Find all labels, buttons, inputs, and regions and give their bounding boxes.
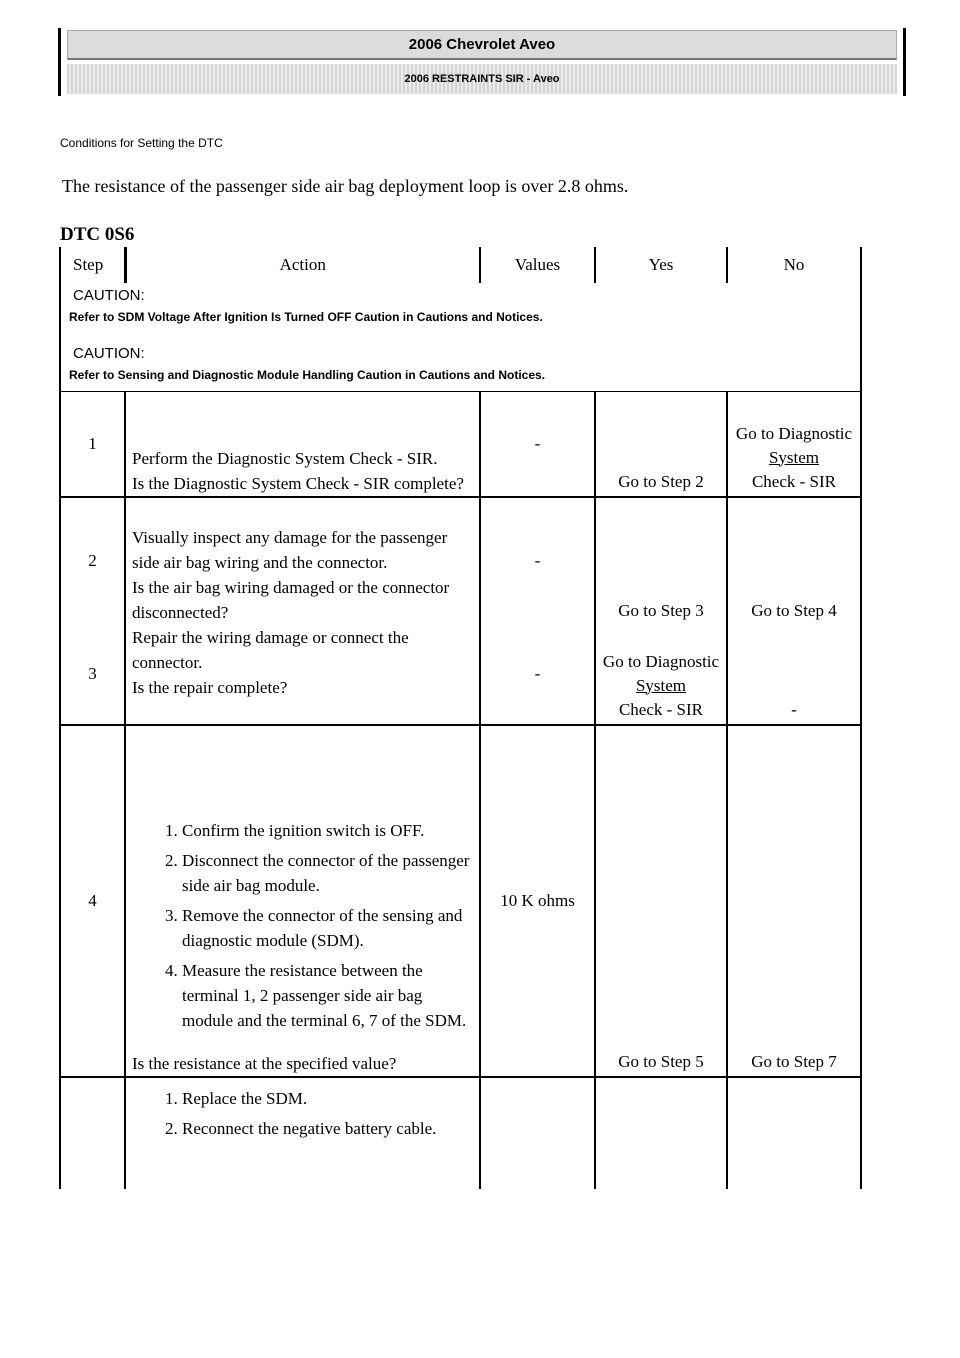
substep: 4. Measure the resistance between the terminal 1, 2 passenger side air bag module and the terminal 6, 7 of the SDM. (182, 958, 475, 1033)
step-no-value: - (727, 625, 861, 725)
header-subtitle: 2006 RESTRAINTS SIR - Aveo (67, 64, 897, 94)
yes-text: Check - SIR (618, 699, 704, 719)
action-question: Is the resistance at the specified value? (132, 1053, 397, 1073)
caution-title: CAUTION: (73, 345, 145, 362)
step-number: 2 (60, 497, 125, 625)
table-row-step-1 (60, 392, 861, 497)
step-action (125, 392, 480, 497)
step-action (125, 625, 480, 725)
header-step: Step (60, 247, 125, 283)
table-row-step-4 (60, 725, 861, 1077)
table-row-step-3 (60, 625, 861, 725)
header-yes: Yes (595, 247, 727, 283)
header-no: No (727, 247, 861, 283)
step-action (125, 1077, 480, 1189)
step-no-link[interactable]: Go to Step 7 (727, 725, 861, 1077)
table-header-row (60, 247, 861, 283)
header-title: 2006 Chevrolet Aveo (67, 30, 897, 60)
step-action (125, 497, 480, 625)
caution-title: CAUTION: (73, 287, 145, 304)
action-line: Perform the Diagnostic System Check - SIR. (132, 448, 438, 468)
dtc-label: DTC 0S6 (60, 224, 135, 245)
step-yes-link[interactable] (595, 625, 727, 725)
header-action: Action (125, 247, 480, 283)
caution-text: Refer to SDM Voltage After Ignition Is Turned OFF Caution in Cautions and Notices. (69, 310, 543, 324)
step-yes-link[interactable]: Go to Step 2 (595, 392, 727, 497)
caution-row (60, 283, 861, 392)
caution-block (69, 345, 852, 383)
conditions-heading: Conditions for Setting the DTC (60, 136, 223, 150)
substep-list (132, 1086, 475, 1141)
system-link[interactable]: System (635, 675, 687, 695)
caution-block (69, 287, 852, 325)
step-values (480, 1077, 595, 1189)
action-line: Visually inspect any damage for the passenger side air bag wiring and the connector. (132, 527, 448, 572)
step-number: 4 (60, 725, 125, 1077)
step-values: - (480, 497, 595, 625)
step-number: 3 (60, 625, 125, 725)
step-values: - (480, 392, 595, 497)
diagnostic-table (59, 247, 862, 1189)
step-yes-link[interactable]: Go to Step 5 (595, 725, 727, 1077)
step-values: 10 K ohms (480, 725, 595, 1077)
page-header (58, 28, 906, 96)
step-number (60, 1077, 125, 1189)
system-link[interactable]: System (768, 447, 820, 467)
substep: 1. Replace the SDM. (182, 1086, 475, 1111)
no-text: Check - SIR (751, 471, 837, 491)
step-number: 1 (60, 392, 125, 497)
action-question: Is the air bag wiring damaged or the connector disconnected? (132, 577, 450, 622)
step-action (125, 725, 480, 1077)
table-row-step-2 (60, 497, 861, 625)
step-no (727, 1077, 861, 1189)
step-values: - (480, 625, 595, 725)
caution-cell (60, 283, 861, 392)
action-question: Is the repair complete? (132, 677, 288, 697)
action-line: Repair the wiring damage or connect the connector. (132, 627, 409, 672)
substep: 3. Remove the connector of the sensing and diagnostic module (SDM). (182, 903, 475, 953)
step-no-link[interactable] (727, 392, 861, 497)
caution-text: Refer to Sensing and Diagnostic Module Handling Caution in Cautions and Notices. (69, 368, 546, 382)
substep: 2. Reconnect the negative battery cable. (182, 1116, 475, 1141)
substep: 1. Confirm the ignition switch is OFF. (182, 818, 475, 843)
substep: 2. Disconnect the connector of the passenger side air bag module. (182, 848, 475, 898)
header-values: Values (480, 247, 595, 283)
no-text: Go to Diagnostic (735, 423, 853, 443)
substep-list (132, 818, 475, 1033)
step-no-link[interactable]: Go to Step 4 (727, 497, 861, 625)
step-yes-link[interactable]: Go to Step 3 (595, 497, 727, 625)
condition-text: The resistance of the passenger side air bag deployment loop is over 2.8 ohms. (62, 176, 629, 196)
table-row-step-5 (60, 1077, 861, 1189)
action-question: Is the Diagnostic System Check - SIR complete? (132, 473, 464, 493)
step-yes (595, 1077, 727, 1189)
yes-text: Go to Diagnostic (602, 651, 720, 671)
